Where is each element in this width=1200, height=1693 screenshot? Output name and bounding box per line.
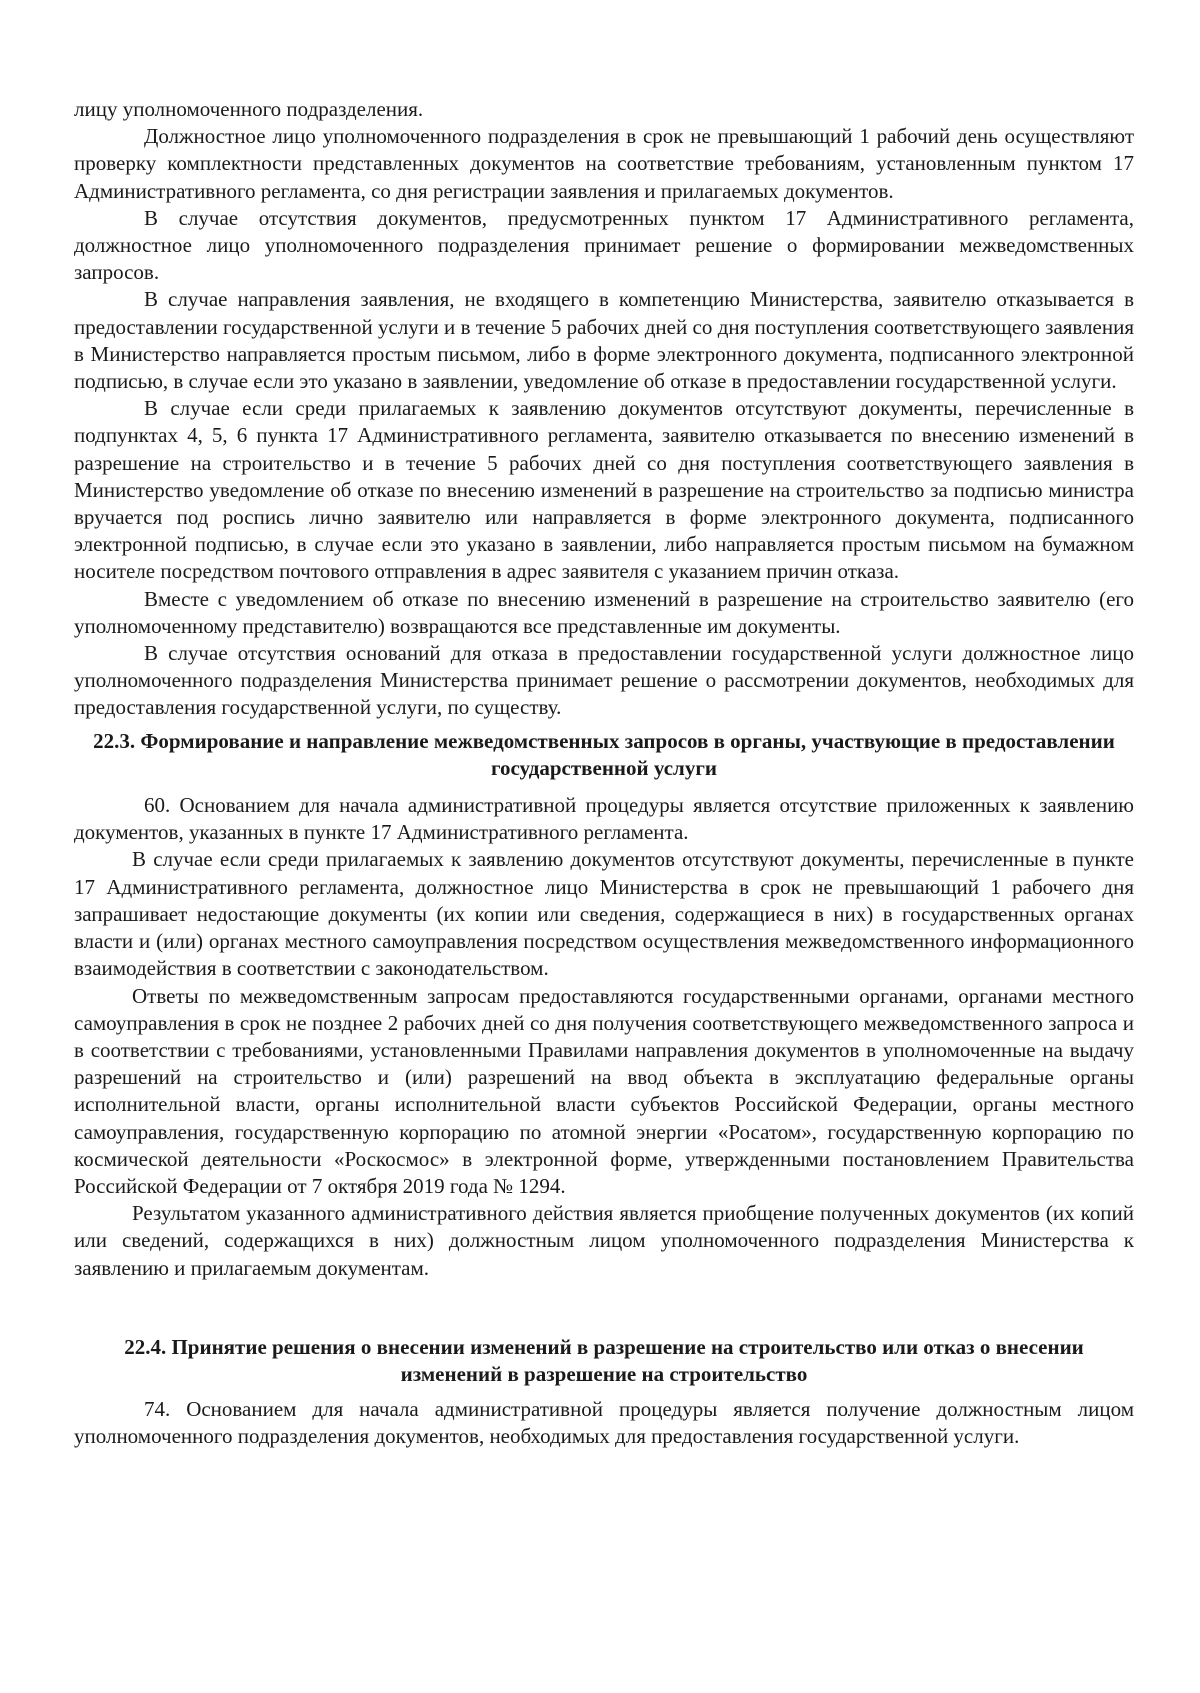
paragraph: 74. Основанием для начала административной процедуры является получение должностным лицом уполномоченного подразделения документов, необходимых для предоставления государственной услуги.: [74, 1397, 1134, 1449]
paragraph: Вместе с уведомлением об отказе по внесению изменений в разрешение на строительство заявителю (его уполномоченному представителю) возвращаются все представленные им документы.: [74, 586, 1134, 638]
section-heading-22-3: 22.3. Формирование и направление межведомственных запросов в органы, участвующие в предоставлении государственной услуги: [93, 728, 1115, 780]
paragraph: Результатом указанного административного действия является приобщение полученных документов (их копий или сведений, содержащихся в них) должностным лицом уполномоченного подразделения Министерства к заявлению и прилагаемым документам.: [74, 1201, 1134, 1280]
paragraph: В случае если среди прилагаемых к заявлению документов отсутствуют документы, перечисленные в пункте 17 Административного регламента, должностное лицо Министерства в срок не превышающий 1 рабочего дня запрашивает недостающие документы (их копии или сведения, содержащиеся в них) в государственных органах власти и (или) органах местного самоуправления посредством осуществления межведомственного информационного взаимодействия в соответствии с законодательством.: [74, 847, 1134, 981]
paragraph: Должностное лицо уполномоченного подразделения в срок не превышающий 1 рабочий день осуществляют проверку комплектности представленных документов на соответствие требованиям, установленным пунктом 17 Административного регламента, со дня регистрации заявления и прилагаемых документов.: [74, 124, 1134, 203]
paragraph: В случае отсутствия документов, предусмотренных пунктом 17 Административного регламента, должностное лицо уполномоченного подразделения принимает решение о формировании межведомственных запросов.: [74, 205, 1134, 285]
paragraph: В случае отсутствия оснований для отказа в предоставлении государственной услуги должностное лицо уполномоченного подразделения Министерства принимает решение о рассмотрении документов, необходимых для предоставления государственной услуги, по существу.: [74, 641, 1134, 720]
paragraph: В случае если среди прилагаемых к заявлению документов отсутствуют документы, перечисленные в подпунктах 4, 5, 6 пункта 17 Административного регламента, заявителю отказывается по внесению изменений в разрешение на строительство и в течение 5 рабочих дней со дня поступления соответствующего заявления в Министерство уведомление об отказе по внесению изменений в разрешение на строительство за подписью министра вручается под роспись лично заявителю или направляется в форме электронного документа, подписанного электронной подписью, в случае если это указано в заявлении, либо направляется простым письмом на бумажном носителе посредством почтового отправления в адрес заявителя с указанием причин отказа.: [74, 396, 1134, 584]
paragraph: Ответы по межведомственным запросам предоставляются государственными органами, органами местного самоуправления в срок не позднее 2 рабочих дней со дня получения соответствующего межведомственного запроса и в соответствии с требованиями, установленными Правилами направления документов в уполномоченные на выдачу разрешений на строительство и (или) разрешений на ввод объекта в эксплуатацию федеральные органы исполнительной власти, органы исполнительной власти субъектов Российской Федерации, органы местного самоуправления, государственную корпорацию по атомной энергии «Росатом», государственную корпорацию по космической деятельности «Роскосмос» в электронной форме, утвержденными постановлением Правительства Российской Федерации от 7 октября 2019 года № 1294.: [74, 983, 1134, 1198]
paragraph: В случае направления заявления, не входящего в компетенцию Министерства, заявителю отказывается в предоставлении государственной услуги и в течение 5 рабочих дней со дня поступления соответствующего заявления в Министерство направляется простым письмом, либо в форме электронного документа, подписанного электронной подписью, в случае если это указано в заявлении, уведомление об отказе в предоставлении государственной услуги.: [74, 287, 1134, 394]
section-heading-22-4: 22.4. Принятие решения о внесении изменений в разрешение на строительство или отказ о внесении изменений в разрешение на строительство: [124, 1334, 1084, 1386]
paragraph: лицу уполномоченного подразделения.: [74, 97, 424, 121]
document-page: [74, 96, 1134, 1451]
paragraph: 60. Основанием для начала административной процедуры является отсутствие приложенных к заявлению документов, указанных в пункте 17 Административного регламента.: [74, 793, 1134, 845]
